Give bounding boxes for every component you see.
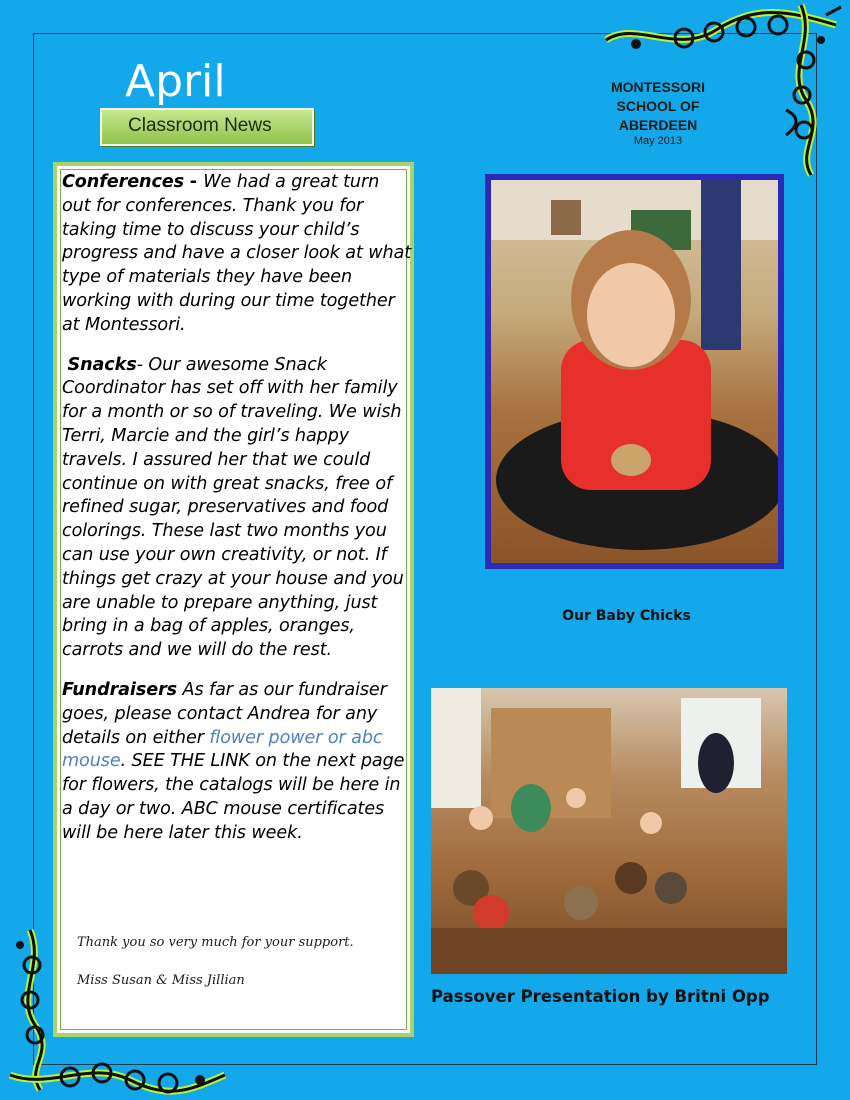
baby-chicks-illustration — [491, 180, 778, 563]
baby-chicks-image — [491, 180, 778, 563]
classroom-news-label: Classroom News — [128, 115, 272, 136]
baby-chicks-caption: Our Baby Chicks — [562, 608, 691, 624]
passover-caption: Passover Presentation by Britni Opp — [431, 987, 770, 1006]
thank-you-note: Thank you so very much for your support. — [77, 935, 354, 950]
passover-presentation-photo — [431, 688, 787, 974]
baby-chicks-photo — [485, 174, 784, 569]
school-name-line-3: ABERDEEN — [618, 117, 698, 133]
fundraisers-body-1: As far as our fundraiser goes, please contact Andrea for any details on either — [62, 679, 387, 748]
school-info — [590, 78, 726, 147]
classroom-news-badge — [100, 108, 314, 146]
month-title: April — [125, 56, 226, 107]
conferences-heading: Conferences - — [62, 172, 204, 192]
conferences-body: We had a great turn out for conferences. Thank you for taking time to discuss your child’s progress and have a closer look at what type of materials they have been working with during our time together at Montessori. — [62, 172, 412, 335]
fundraisers-body-2: . SEE THE LINK on the next page for flowers, the catalogs will be here in a day or two. ABC mouse certificates will be here later this week. — [62, 751, 405, 843]
issue-date: May 2013 — [633, 135, 683, 147]
school-name-line-1: MONTESSORI — [610, 79, 706, 95]
snacks-heading: Snacks — [67, 354, 137, 375]
conferences-paragraph — [62, 171, 412, 338]
fundraisers-heading: Fundraisers — [62, 679, 178, 700]
signature: Miss Susan & Miss Jillian — [77, 973, 245, 988]
signoff — [77, 930, 377, 993]
snacks-paragraph — [62, 354, 412, 663]
fundraisers-paragraph — [62, 679, 412, 846]
article-text — [62, 171, 412, 862]
school-name-line-2: SCHOOL OF — [616, 98, 700, 114]
fundraiser-link[interactable]: flower power or abc mouse — [62, 727, 383, 772]
passover-illustration — [431, 688, 787, 974]
snacks-body: - Our awesome Snack Coordinator has set off with her family for a month or so of traveling. We wish Terri, Marcie and the girl’s happy travels. I assured her that we could continue on with great snacks, free of refined sugar, preservatives and food colorings. These last two months you can use your own creativity, or not. If things get crazy at your house and you are unable to prepare anything, just bring in a bag of apples, oranges, carrots and we will do the rest. — [62, 354, 404, 661]
